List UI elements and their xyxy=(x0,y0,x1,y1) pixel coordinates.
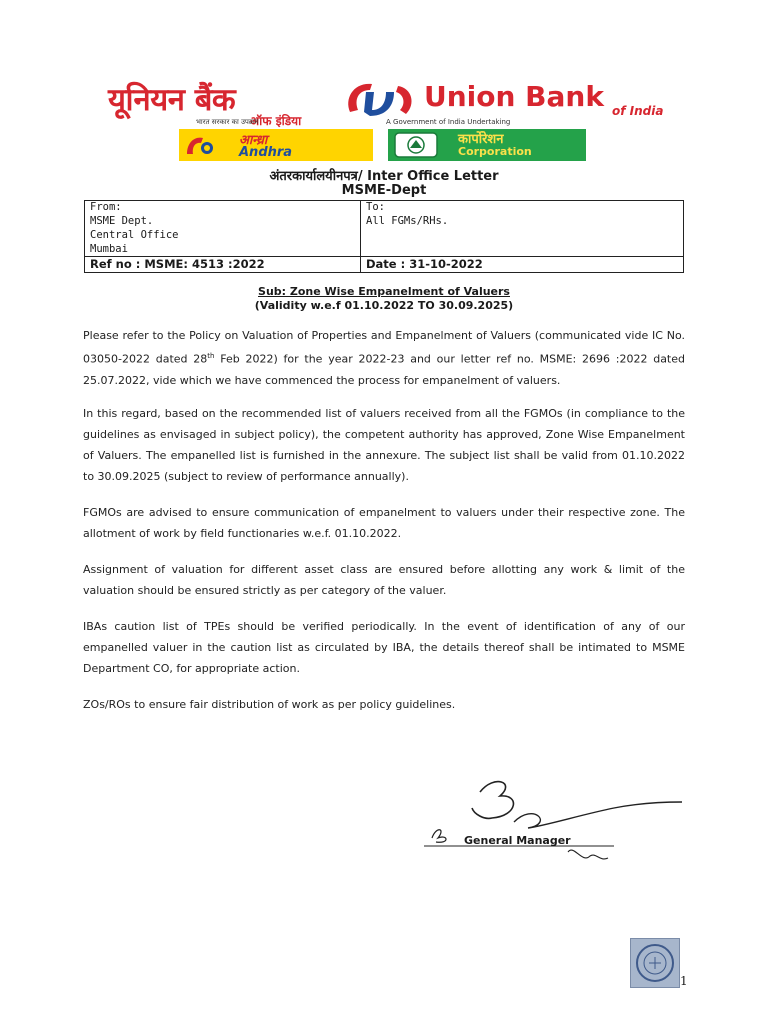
from-cell xyxy=(90,200,179,256)
corporation-hindi-label: कार्पोरेशन xyxy=(458,132,504,147)
body-paragraph-4: Assignment of valuation for different asset class are ensured before allotting any work & limit of the valuation should be ensured strictly as per category of the valuer. xyxy=(83,563,685,597)
andhra-hindi-label: आन्ध्रा xyxy=(239,133,268,148)
andhra-bank-banner xyxy=(179,129,373,161)
corporation-bank-banner xyxy=(388,129,586,161)
body-paragraph-1 xyxy=(83,325,685,391)
body-paragraph-6: ZOs/ROs to ensure fair distribution of work as per policy guidelines. xyxy=(83,698,456,711)
andhra-bank-mark-icon xyxy=(185,134,215,156)
union-bank-english-subtitle: of India xyxy=(612,104,664,118)
government-undertaking-hindi: भारत सरकार का उपक्रम xyxy=(196,118,259,126)
corporation-english-label: Corporation xyxy=(458,145,532,158)
from-line: Central Office xyxy=(90,229,179,241)
union-bank-hindi-subtitle: ऑफ इंडिया xyxy=(250,114,302,128)
table-divider-vertical xyxy=(360,200,361,272)
subject-line: Sub: Zone Wise Empanelment of Valuers xyxy=(258,285,510,298)
body-paragraph-5: IBAs caution list of TPEs should be verified periodically. In the event of identification of any of our empanelled valuer in the caution list as circulated by IBA, the details thereof shall be intimated to MSME Department CO, for appropriate action. xyxy=(83,620,685,675)
signatory-designation: General Manager xyxy=(464,834,571,847)
reference-number: Ref no : MSME: 4513 :2022 xyxy=(90,257,265,271)
validity-line: (Validity w.e.f 01.10.2022 TO 30.09.2025) xyxy=(254,299,514,312)
andhra-english-label: Andhra xyxy=(239,145,293,160)
from-line: MSME Dept. xyxy=(90,215,154,227)
letter-date: Date : 31-10-2022 xyxy=(366,257,483,271)
from-line: Mumbai xyxy=(90,243,128,255)
ordinal-suffix: th xyxy=(207,352,215,360)
body-paragraph-2: In this regard, based on the recommended list of valuers received from all the FGMOs (in compliance to the guidelines as envisaged in subject policy), the competent authority has approved, Zone Wise Empanelment of Valuers. The empanelled list is furnished in the annexure. The subject list shall be valid from 01.10.2022 to 30.09.2025 (subject to review of performance annually). xyxy=(83,407,685,483)
to-cell xyxy=(366,200,448,228)
body-paragraph-3: FGMOs are advised to ensure communication of empanelment to valuers under their respective zone. The allotment of work by field functionaries w.e.f. 01.10.2022. xyxy=(83,506,685,540)
handwritten-signature-icon xyxy=(424,772,684,864)
corporation-bank-seal-icon xyxy=(394,132,438,158)
paragraph-text: Feb 2022) for the year 2022-23 and our letter ref no. MSME: 2696 :2022 dated 25.07.2022, vide which we have commenced the process for empanelment of valuers. xyxy=(83,352,685,387)
to-value: All FGMs/RHs. xyxy=(366,215,449,227)
paragraph-text: Please refer to the Policy on Valuation of Properties and Empanelment of Valuers (communicated vide IC No. 03050-2022 dated 28 xyxy=(83,329,685,366)
page-number: 1 xyxy=(680,974,688,988)
to-label: To: xyxy=(366,201,385,213)
union-bank-hindi-logo-text: यूनियन बैंक xyxy=(108,82,236,118)
office-stamp-icon xyxy=(630,938,680,988)
letter-title: अंतरकार्यालयीनपत्र/ Inter Office Letter xyxy=(269,169,499,184)
government-undertaking-english: A Government of India Undertaking xyxy=(386,118,511,126)
union-bank-emblem-icon xyxy=(340,78,420,118)
department-heading: MSME-Dept xyxy=(341,183,427,198)
union-bank-english-logo-text: Union Bank xyxy=(424,80,604,113)
from-label: From: xyxy=(90,201,122,213)
